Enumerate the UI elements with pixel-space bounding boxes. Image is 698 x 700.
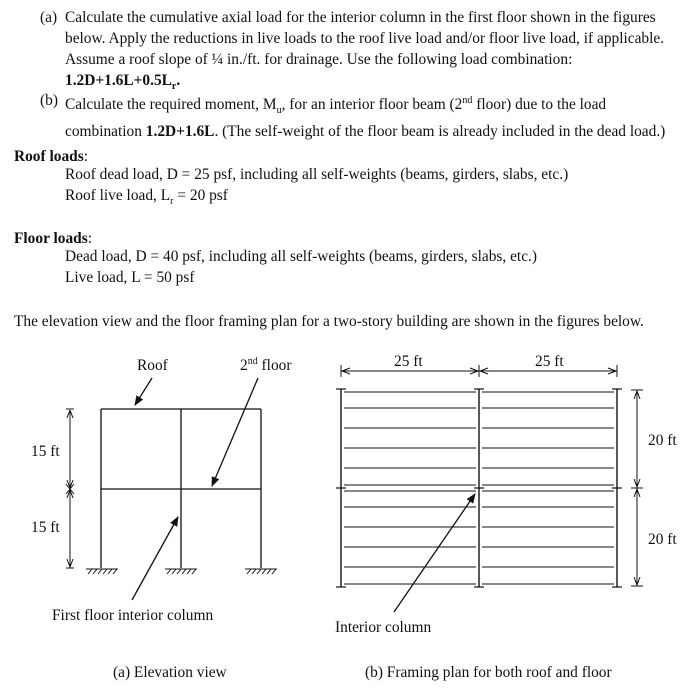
elevation-view xyxy=(66,378,277,600)
figures-intro: The elevation view and the floor framing plan for a two-story building are shown in the figures below. xyxy=(14,313,644,330)
elevation-dimension-line xyxy=(66,409,74,568)
question-a-line2: below. Apply the reductions in live loads to the roof live load and/or floor live load, if applicable. xyxy=(65,30,665,47)
elevation-dim-top: 15 ft xyxy=(31,443,60,460)
elevation-dim-bottom: 15 ft xyxy=(31,519,60,536)
interior-column-label: Interior column xyxy=(335,619,432,636)
question-b-label: (b) xyxy=(40,92,58,109)
question-b-line1-pre: Calculate the required moment, M xyxy=(65,96,277,114)
floor-dead-load: Dead load, D = 40 psf, including all self-weights (beams, girders, slabs, etc.) xyxy=(65,248,537,265)
question-a-line3: Assume a roof slope of ¼ in./ft. for drainage. Use the following load combination: xyxy=(65,51,573,68)
plan-dim-left: 25 ft xyxy=(394,353,423,370)
plan-dim-top-bay: 20 ft xyxy=(648,432,677,449)
roof-live-load-post: = 20 psf xyxy=(173,187,228,204)
plan-dim-bottom-bay: 20 ft xyxy=(648,531,677,548)
question-a-line1: Calculate the cumulative axial load for the interior column in the first floor shown in the figures xyxy=(65,9,656,26)
second-floor-num: 2 xyxy=(240,357,248,374)
load-combination-a-text: 1.2D+1.6L+0.5L xyxy=(65,72,172,89)
question-b-nd-sup: nd xyxy=(462,95,473,106)
roof-loads-title: Roof loads xyxy=(14,148,84,165)
load-combination-a-sub: r xyxy=(171,81,177,93)
question-b-line1-post: floor) due to the load xyxy=(472,96,607,114)
question-b-line2-pre: combination xyxy=(65,123,146,141)
second-floor-label xyxy=(240,356,291,374)
question-b-line2-post: . (The self-weight of the floor beam is already included in the dead load.) xyxy=(214,123,666,141)
question-a-label: (a) xyxy=(40,9,58,26)
second-floor-sup: nd xyxy=(247,356,258,367)
floor-loads-title: Floor loads xyxy=(14,230,88,247)
roof-live-load-pre: Roof live load, L xyxy=(65,187,171,204)
roof-dead-load: Roof dead load, D = 25 psf, including all self-weights (beams, girders, slabs, etc.) xyxy=(65,166,569,183)
floor-live-load: Live load, L = 50 psf xyxy=(65,269,195,286)
column-arrow xyxy=(132,517,178,600)
first-floor-column-label: First floor interior column xyxy=(52,607,214,624)
question-b-line1-mid: , for an interior floor beam (2 xyxy=(281,96,463,114)
question-b-mu-sub: u xyxy=(276,105,282,117)
second-floor-post: floor xyxy=(257,357,292,374)
support-middle xyxy=(165,569,197,574)
plan-width-dimension xyxy=(341,365,617,377)
floor-loads-colon: : xyxy=(87,230,92,247)
support-left xyxy=(86,569,118,574)
elevation-caption: (a) Elevation view xyxy=(113,664,227,681)
plan-caption: (b) Framing plan for both roof and floor xyxy=(365,664,612,681)
framing-plan xyxy=(336,365,643,612)
load-combination-a-end: . xyxy=(176,72,181,89)
support-right xyxy=(245,569,277,574)
plan-dim-right: 25 ft xyxy=(535,353,564,370)
roof-loads-colon: : xyxy=(83,148,88,165)
roof-arrow xyxy=(135,378,152,405)
load-combination-b: 1.2D+1.6L xyxy=(145,123,215,141)
plan-depth-dimension xyxy=(631,390,643,586)
roof-live-load-sub: r xyxy=(170,196,174,208)
interior-column-arrow xyxy=(394,494,475,612)
roof-label: Roof xyxy=(137,357,168,374)
floor-arrow xyxy=(212,378,258,486)
